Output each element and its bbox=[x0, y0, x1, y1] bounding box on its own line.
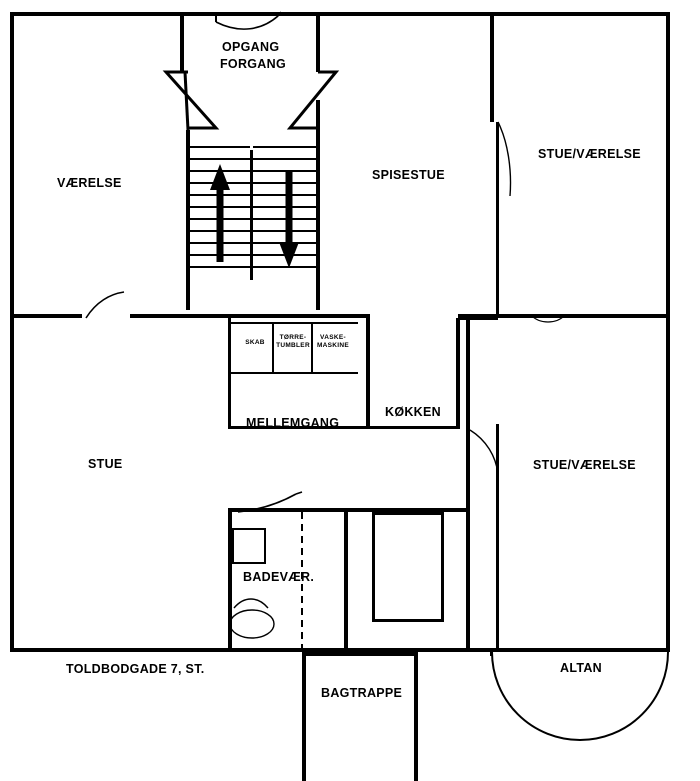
plan-address-label: TOLDBODGADE 7, ST. bbox=[66, 662, 205, 676]
stair-tread bbox=[190, 194, 250, 196]
room-label-bagtrappe: BAGTRAPPE bbox=[321, 686, 403, 700]
stair-tread bbox=[190, 266, 250, 268]
wall-outer-right bbox=[666, 12, 670, 652]
wall-rear-hall-bottom bbox=[372, 619, 444, 622]
stair-tread bbox=[253, 266, 316, 268]
wall-bath-tub-right bbox=[264, 528, 266, 564]
wall-kokken-bottom bbox=[370, 426, 460, 429]
window-right-mid bbox=[458, 318, 498, 320]
wall-bath-tub-bottom bbox=[232, 562, 266, 564]
wall-bagtrappe-top bbox=[302, 652, 418, 656]
window-left-upper bbox=[10, 316, 82, 318]
room-label-altan: ALTAN bbox=[560, 661, 602, 675]
wall-utility-bottom bbox=[228, 372, 358, 374]
stair-tread bbox=[253, 194, 316, 196]
wall-altan-left bbox=[490, 652, 493, 656]
stair-tread bbox=[253, 218, 316, 220]
room-label-stue-vaerelse-bottom: STUE/VÆRELSE bbox=[533, 458, 636, 472]
wall-bagtrappe-right bbox=[414, 652, 418, 781]
wall-utility-right bbox=[366, 318, 370, 428]
stair-tread bbox=[190, 254, 250, 256]
stair-tread bbox=[253, 230, 316, 232]
fixture-label-skab: SKAB bbox=[245, 339, 265, 346]
wall-bath-tub-side bbox=[232, 528, 234, 564]
wall-bagtrappe-left bbox=[302, 652, 306, 781]
wall-stairwell-left bbox=[180, 12, 184, 72]
room-label-mellemgang: MELLEMGANG bbox=[246, 416, 340, 430]
wall-bath-tub bbox=[232, 528, 266, 530]
wall-stair-flight-left bbox=[186, 130, 190, 310]
fixture-label-torretumbler: TØRRE- TUMBLER bbox=[276, 334, 310, 349]
stair-arrow-up bbox=[210, 164, 230, 262]
stair-tread bbox=[253, 170, 316, 172]
stair-tread bbox=[190, 170, 250, 172]
stair-tread bbox=[190, 158, 250, 160]
fixture-label-vaskemaskine: VASKE- MASKINE bbox=[316, 334, 350, 349]
stair-tread bbox=[190, 242, 250, 244]
wall-lower-right-room-left-inner bbox=[496, 424, 499, 652]
wall-kokken-right bbox=[456, 318, 460, 428]
room-label-kokken: KØKKEN bbox=[385, 405, 441, 419]
stair-tread bbox=[253, 254, 316, 256]
stair-tread bbox=[253, 158, 316, 160]
stair-tread bbox=[190, 218, 250, 220]
room-label-badevaer: BADEVÆR. bbox=[243, 570, 315, 584]
stair-tread bbox=[190, 146, 250, 148]
divider-utility-top bbox=[231, 322, 358, 324]
wall-stair-flight-right bbox=[316, 100, 320, 310]
wall-stairwell-right bbox=[316, 12, 320, 72]
room-label-vaerelse: VÆRELSE bbox=[57, 176, 122, 190]
wall-top-right-room-left bbox=[490, 12, 494, 122]
room-label-spisestue: SPISESTUE bbox=[372, 168, 445, 182]
room-label-forgang: FORGANG bbox=[220, 57, 286, 71]
wall-rear-hall-right bbox=[441, 512, 444, 622]
stair-tread bbox=[253, 242, 316, 244]
stair-tread bbox=[190, 182, 250, 184]
wall-top-right-room-left-lower bbox=[496, 122, 499, 314]
wall-lower-right-room-left bbox=[466, 318, 470, 652]
room-label-stue: STUE bbox=[88, 457, 123, 471]
wall-mid-center bbox=[130, 314, 370, 318]
wall-outer-left bbox=[10, 12, 14, 652]
wall-rear-hall-left bbox=[372, 512, 375, 622]
stair-tread bbox=[253, 146, 316, 148]
room-label-stue-vaerelse-top: STUE/VÆRELSE bbox=[538, 147, 641, 161]
room-label-opgang: OPGANG bbox=[222, 40, 280, 54]
stair-tread bbox=[190, 230, 250, 232]
wall-bath-right bbox=[344, 512, 348, 652]
wall-outer-top-right bbox=[490, 12, 670, 16]
stair-tread bbox=[190, 206, 250, 208]
wall-rear-hall-top bbox=[372, 512, 444, 515]
stair-tread bbox=[253, 182, 316, 184]
stair-tread bbox=[253, 206, 316, 208]
wall-outer-top bbox=[10, 12, 490, 16]
